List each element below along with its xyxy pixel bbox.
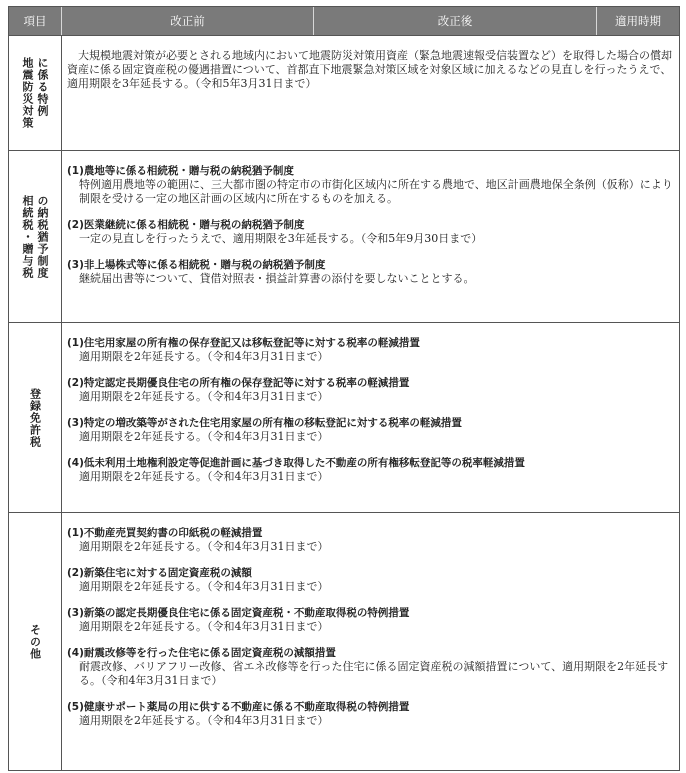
row-label-column: に係る特例: [36, 57, 49, 117]
row-content: [67, 336, 673, 484]
row-label-text: その他: [28, 623, 42, 660]
table-header: [9, 7, 679, 35]
item-title: (1)農地等に係る相続税・贈与税の納税猶予制度: [67, 165, 294, 177]
list-item: [67, 164, 673, 206]
item-title: (4)耐震改修等を行った住宅に係る固定資産税の減額措置: [67, 647, 336, 659]
list-item: [67, 606, 673, 634]
header-item: 項目: [9, 7, 62, 35]
item-body: 適用期限を2年延長する。（令和4年3月31日まで）: [79, 580, 329, 593]
list-item: [67, 526, 673, 554]
row-intro-text: 大規模地震対策が必要とされる地域内において地震防災対策用資産（緊急地震速報受信装置など）を取得した場合の償却資産に係る固定資産税の優遇措置について、首都直下地震緊急対策区域を対象区域に加えるなどの見直しを行ったうえで、適用期限を3年延長する。（令和5年3月31日まで）: [67, 49, 672, 90]
row-inheritance-tax: [9, 150, 679, 322]
row-registration-tax: [9, 322, 679, 512]
item-body: 適用期限を2年延長する。（令和4年3月31日まで）: [79, 714, 329, 727]
item-title: (2)医業継続に係る相続税・贈与税の納税猶予制度: [67, 219, 305, 231]
list-item: [67, 376, 673, 404]
header-after: 改正後: [314, 7, 597, 35]
item-body: 適用期限を2年延長する。（令和4年3月31日まで）: [79, 430, 329, 443]
row-label-text: 登録免許税: [28, 387, 42, 448]
row-label: [9, 513, 62, 770]
row-label: [9, 151, 62, 322]
item-title: (4)低未利用土地権利設定等促進計画に基づき取得した不動産の所有権移転登記等の税率軽減措置: [67, 457, 525, 469]
item-body: 継続届出書等について、貸借対照表・損益計算書の添付を要しないこととする。: [79, 272, 475, 285]
header-before: 改正前: [62, 7, 314, 35]
item-body: 適用期限を2年延長する。（令和4年3月31日まで）: [79, 620, 329, 633]
tax-reform-table: [8, 6, 680, 771]
row-content: [67, 36, 673, 91]
list-item: [67, 700, 673, 728]
header-effective-date: 適用時期: [615, 14, 661, 28]
row-label-column: 地震防災対策: [21, 57, 34, 129]
row-content: [67, 526, 673, 728]
item-body: 適用期限を2年延長する。（令和4年3月31日まで）: [79, 540, 329, 553]
row-label-column: の納税猶予制度: [36, 194, 49, 279]
item-title: (1)不動産売買契約書の印紙税の軽減措置: [67, 527, 263, 539]
row-label: [9, 323, 62, 512]
item-body: 特例適用農地等の範囲に、三大都市圏の特定市の市街化区域内に所在する農地で、地区計画農地保全条例（仮称）により制限を受ける一定の地区計画の区域内に所在するものを加える。: [79, 178, 673, 205]
item-title: (3)特定の増改築等がされた住宅用家屋の所有権の移転登記に対する税率の軽減措置: [67, 417, 462, 429]
list-item: [67, 336, 673, 364]
list-item: [67, 646, 673, 688]
item-body: 適用期限を2年延長する。（令和4年3月31日まで）: [79, 390, 329, 403]
row-label-column: 相続税・贈与税: [21, 194, 34, 279]
item-title: (2)特定認定長期優良住宅の所有権の保存登記等に対する税率の軽減措置: [67, 377, 410, 389]
row-earthquake: [9, 35, 679, 150]
list-item: [67, 416, 673, 444]
row-content: [67, 164, 673, 286]
item-title: (5)健康サポート薬局の用に供する不動産に係る不動産取得税の特例措置: [67, 701, 410, 713]
list-item: [67, 566, 673, 594]
list-item: [67, 258, 673, 286]
item-body: 適用期限を2年延長する。（令和4年3月31日まで）: [79, 470, 329, 483]
item-body: 適用期限を2年延長する。（令和4年3月31日まで）: [79, 350, 329, 363]
row-label: [9, 36, 62, 150]
list-item: [67, 218, 673, 246]
item-title: (2)新築住宅に対する固定資産税の減額: [67, 567, 252, 579]
item-body: 耐震改修、バリアフリー改修、省エネ改修等を行った住宅に係る固定資産税の減額措置について、適用期限を2年延長する。（令和4年3月31日まで）: [79, 660, 669, 687]
row-label-text: [20, 195, 50, 279]
item-title: (3)非上場株式等に係る相続税・贈与税の納税猶予制度: [67, 259, 326, 271]
row-label-text: [20, 57, 50, 129]
item-title: (3)新築の認定長期優良住宅に係る固定資産税・不動産取得税の特例措置: [67, 607, 410, 619]
item-title: (1)住宅用家屋の所有権の保存登記又は移転登記等に対する税率の軽減措置: [67, 337, 420, 349]
row-other: [9, 512, 679, 770]
list-item: [67, 456, 673, 484]
item-body: 一定の見直しを行ったうえで、適用期限を3年延長する。（令和5年9月30日まで）: [79, 232, 483, 245]
